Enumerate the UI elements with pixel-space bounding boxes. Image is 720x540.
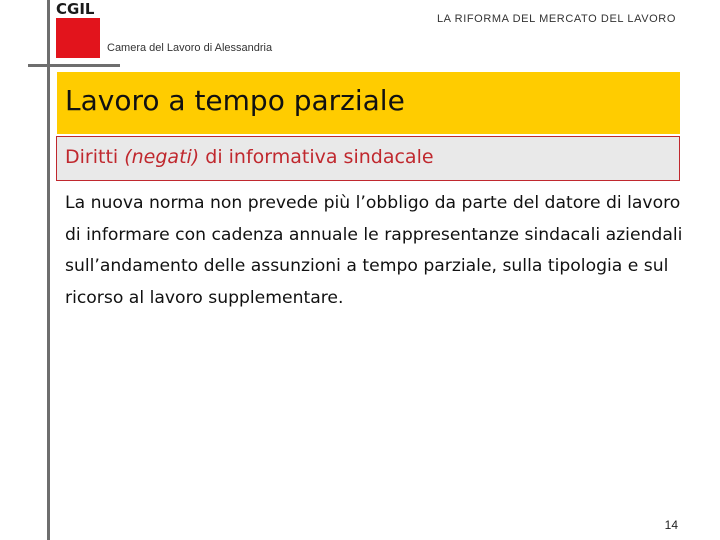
vertical-divider-line	[47, 0, 50, 540]
slide-subtitle-box	[56, 136, 680, 181]
logo-red-block	[56, 18, 100, 58]
organization-name: Camera del Lavoro di Alessandria	[107, 42, 273, 54]
subtitle-text-end: di informativa sindacale	[199, 146, 434, 168]
subtitle-text-italic: (negati)	[124, 146, 200, 168]
cgil-logo	[56, 2, 100, 56]
horizontal-divider-line	[28, 64, 120, 67]
page-number: 14	[664, 518, 678, 532]
slide-subtitle	[65, 146, 434, 168]
logo-text: CGIL	[56, 0, 95, 18]
slide-body-text: La nuova norma non prevede più l’obbligo da parte del datore di lavoro di informare con cadenza annuale le rappresentanze sindacali aziendali sull’andamento delle assunzioni a tempo parziale, sulla tipologia e sul ricorso al lavoro supplementare.	[65, 193, 683, 308]
slide-title-bar	[57, 72, 680, 134]
section-header-title: LA RIFORMA DEL MERCATO DEL LAVORO	[436, 13, 676, 25]
subtitle-text-start: Diritti	[65, 146, 125, 168]
slide-title: Lavoro a tempo parziale	[65, 84, 405, 117]
